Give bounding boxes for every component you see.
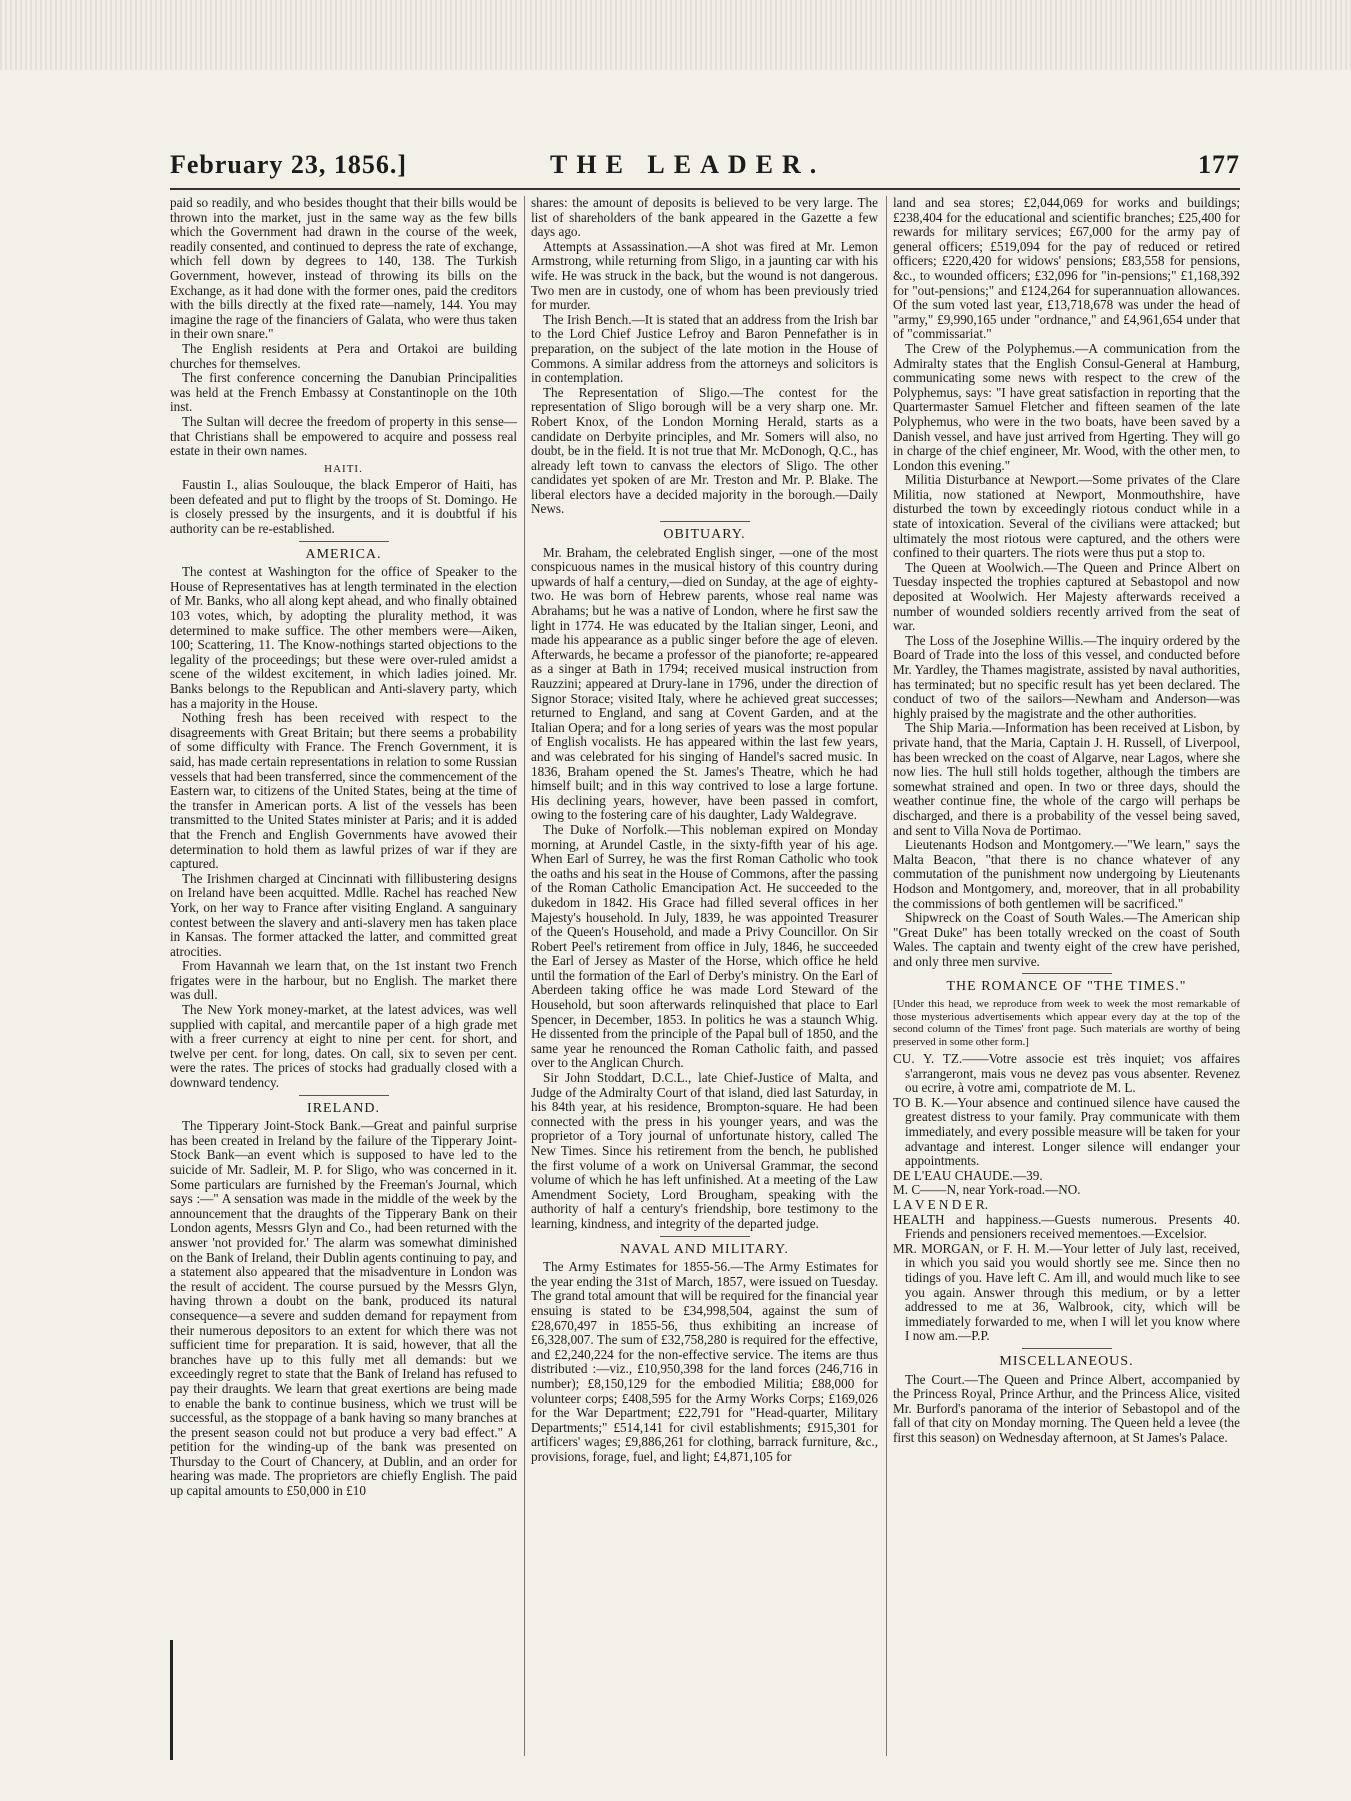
section-rule bbox=[660, 1236, 750, 1237]
paragraph: The Court.—The Queen and Prince Albert, accompanied by the Princess Royal, Prince Arthur, and the Princess Alice, visited Mr. Burford's panorama of the interior of Sebastopol and of the fall of that city on Monday morning. The Queen held a levee (the first this season) on Wednesday afternoon, at St James's Palace. bbox=[893, 1371, 1240, 1445]
paragraph: Lieutenants Hodson and Montgomery.—"We learn," says the Malta Beacon, "that there is no chance whatever of any commutation of the punishment now undergoing by Lieutenants Hodson and Montgomery, and, moreover, that in all probability the commissions of both gentlemen will be sacrificed." bbox=[893, 837, 1240, 911]
paragraph: paid so readily, and who besides thought that their bills would be thrown into the market, just in the same way as the few bills which the Government had drawn in the course of the week, readily consented, and continued to depress the rate of exchange, which fell down by degrees to 140, 138. The Turkish Government, however, instead of throwing its bills on the Exchange, as it had done with the former ones, paid the creditors with the bills directly at the fixed rate—namely, 144. You may imagine the rage of the financiers of Galata, who were thus taken in their own snare." bbox=[170, 196, 517, 342]
advert-item: DE L'EAU CHAUDE.—39. bbox=[893, 1167, 1043, 1183]
paragraph: The Duke of Norfolk.—This nobleman expired on Monday morning, at Arundel Castle, in the sixty-fifth year of his age. When Earl of Surrey, he was the first Roman Catholic who took the oaths and his seat in the House of Commons, after the passing of the Roman Catholic Emancipation Act. He succeeded to the dukedom in 1842. His Grace had filled several offices in her Majesty's household. In July, 1839, he was appointed Treasurer of the Queen's Household, and made a Privy Councillor. On Sir Robert Peel's retirement from office in July, 1846, he succeeded the Earl of Jersey as Master of the Horse, which office he held until the formation of the Earl of Derby's ministry. On the Earl of Aberdeen taking office he was made Lord Steward of the Household, but soon afterwards relinquished that place to Earl Spencer, in December, 1853. In politics he was a staunch Whig. He dissented from the principle of the Papal bull of 1850, and the same year he renounced the Roman Catholic faith, and passed over to the Anglican Church. bbox=[531, 821, 878, 1071]
paragraph: Nothing fresh has been received with respect to the disagreements with Great Britain; but there seems a probability of some difficulty with France. The French Government, it is said, has made certain representations in relation to some Russian vessels that had been transferred, since the commencement of the Eastern war, to citizens of the United States, being at the time of the transfer in American ports. A list of the vessels has been transmitted to the United States minister at Paris; and it is added that the French and English Governments have avowed their determination to hold them as lawful prizes of war if they are captured. bbox=[170, 710, 517, 872]
section-rule bbox=[1022, 1348, 1112, 1349]
column-divider bbox=[886, 196, 887, 1756]
section-rule bbox=[299, 1095, 389, 1096]
section-heading-haiti: HAITI. bbox=[324, 462, 363, 475]
section-heading-ireland: IRELAND. bbox=[307, 1100, 380, 1116]
paragraph: Mr. Braham, the celebrated English singer, —one of the most conspicuous names in the musical history of this country during upwards of half a century,—died on Sunday, at the age of eighty-two. He was born of Hebrew parents, whose real name was Abrahams; but he was a native of London, where he first saw the light in 1774. He was educated by the Italian singer, Leoni, and made his appearance as a public singer before the age of eleven. Afterwards, he became a professor of the pianoforte; re-appeared as a singer at Bath in 1794; received musical instruction from Rauzzini; appeared at Drury-lane in 1796, under the direction of Signor Storace; visited Italy, where he achieved great successes; returned to England, and sang at Covent Garden, and at the Italian Opera; and for a long series of years was the most popular of English vocalists. He has appeared within the last few years, and was celebrated for his singing of Handel's sacred music. In 1836, Braham opened the St. James's Theatre, which he had himself built; and in this way contrived to lose a large fortune. His declining years, however, have been passed in comfort, owing to the fostering care of his daughter, Lady Waldegrave. bbox=[531, 544, 878, 823]
paragraph: Faustin I., alias Soulouque, the black Emperor of Haiti, has been defeated and put to flight by the troops of St. Domingo. He is closely pressed by the insurgents, and it is doubtful if his authority can be re-established. bbox=[170, 477, 517, 537]
paragraph: The Queen at Woolwich.—The Queen and Prince Albert on Tuesday inspected the trophies captured at Sebastopol and now deposited at Woolwich. Her Majesty afterwards received a number of wounded soldiers recently arrived from the seat of war. bbox=[893, 559, 1240, 634]
column-1 bbox=[170, 196, 517, 1756]
section-heading-america: AMERICA. bbox=[305, 546, 382, 562]
header-rule bbox=[170, 188, 1240, 190]
advert-item: L A V E N D E R. bbox=[893, 1197, 989, 1212]
section-heading-romance: THE ROMANCE OF "THE TIMES." bbox=[946, 979, 1187, 995]
paragraph: The Crew of the Polyphemus.—A communication from the Admiralty states that the English Consul-General at Hamburg, communicating some news with respect to the crew of the Polyphemus, says: "I have great satisfaction in reporting that the Quartermaster Samuel Fletcher and fifteen seamen of the late Polyphemus, who were in the two boats, have been saved by a Danish vessel, and have just arrived from Hgerting. They will go in charge of the chief engineer, Mr. Wood, with the other men, to London this evening." bbox=[893, 340, 1240, 473]
advert-item: TO B. K.—Your absence and continued silence have caused the greatest distress to your family. Pray communicate with them immediately, and every possible measure will be taken for your advantage and interest. Longer silence will endanger your appointments. bbox=[893, 1094, 1240, 1169]
paragraph: The Irish Bench.—It is stated that an address from the Irish bar to the Lord Chief Justice Lefroy and Baron Pennefather is in preparation, on the subject of the late motion in the House of Commons. A similar address from the attorneys and solicitors is in contemplation. bbox=[531, 311, 878, 386]
column-3 bbox=[893, 196, 1240, 1756]
paragraph: From Havannah we learn that, on the 1st instant two French frigates were in the harbour, but no English. The market there was dull. bbox=[170, 958, 517, 1003]
page-number: 177 bbox=[1198, 150, 1240, 179]
section-rule bbox=[299, 541, 389, 542]
paragraph: The Tipperary Joint-Stock Bank.—Great and painful surprise has been created in Ireland by the failure of the Tipperary Joint-Stock Bank—an event which is supposed to have led to the suicide of Mr. Sadleir, M. P. for Sligo, who was concerned in it. Some particulars are furnished by the Freeman's Journal, which says :—" A sensation was made in the middle of the week by the announcement that the draughts of the Tipperary Bank on their London agents, Messrs Glyn and Co., had been returned with the answer 'not provided for.' The alarm was somewhat diminished on the Bank of Ireland, their Dublin agents continuing to pay, and a statement also appeared that the misadventure in London was the result of accident. The course pursued by the Messrs Glyn, having thrown a doubt on the bank, produced its natural consequence—a severe and sudden demand for repayment from their numerous depositors to an extent for which there was not sufficient time for preparation. It is said, however, that all the branches have up to this fully met all demands: but we exceedingly regret to state that the Bank of Ireland has refused to pay their draughts. We learn that great exertions are being made to enable the bank to continue business, which we trust will be successful, as the stoppage of a bank having so many branches at the present season could not but produce a very bad effect." A petition for the winding-up of the bank was presented on Thursday to the Court of Chancery, at Dublin, and an order for hearing was made. The proprietors are chiefly English. The paid up capital amounts to £50,000 in £10 bbox=[170, 1118, 517, 1499]
section-heading-naval: NAVAL AND MILITARY. bbox=[620, 1241, 789, 1257]
paragraph: The Sultan will decree the freedom of property in this sense—that Christians shall be empowered to acquire and possess real estate in their own names. bbox=[170, 413, 517, 459]
advert-item: HEALTH and happiness.—Guests numerous. Presents 40. Friends and pensioners received mementoes.—Excelsior. bbox=[893, 1211, 1240, 1242]
newspaper-title: THE LEADER. bbox=[550, 150, 826, 179]
paragraph: land and sea stores; £2,044,069 for works and buildings; £238,404 for the educational and scientific branches; £25,400 for rewards for military services; £67,000 for the army pay of general officers; £519,094 for the pay of reduced or retired officers; £220,420 for widows' pensions; £83,558 for pensions, &c., to wounded officers; £32,096 for "in-pensions;" £1,168,392 for "out-pensions;" and £124,264 for superannuation allowances. Of the sum voted last year, £13,718,678 was under the head of "army," £9,990,165 under "ordnance," and £4,961,654 under that of "commissariat." bbox=[893, 196, 1240, 342]
section-heading-miscellaneous: MISCELLANEOUS. bbox=[999, 1353, 1134, 1369]
paragraph: Shipwreck on the Coast of South Wales.—The American ship "Great Duke" has been totally wrecked on the coast of South Wales. The captain and twenty eight of the crew have perished, and only three men survive. bbox=[893, 910, 1240, 969]
paragraph: The English residents at Pera and Ortakoi are building churches for themselves. bbox=[170, 340, 517, 371]
article-columns bbox=[170, 196, 1240, 1756]
paragraph: The contest at Washington for the office of Speaker to the House of Representatives has at length terminated in the election of Mr. Banks, who all along kept ahead, and who finally obtained 103 votes, which, by adopting the plurality method, it was determined to make suffice. The other members were—Aiken, 100; Scattering, 11. The Know-nothings started objections to the legality of the proceedings; but these were over-ruled amidst a scene of the wildest excitement, in which ladies joined. Mr. Banks belongs to the Republican and Anti-slavery party, which has a majority in the House. bbox=[170, 564, 517, 711]
issue-date: February 23, 1856.] bbox=[170, 150, 408, 179]
scan-top-border bbox=[0, 0, 1351, 70]
advert-item: CU. Y. TZ.——Votre associe est très inquiet; vos affaires s'arrangeront, mais vous ne devez pas vous absenter. Revenez ou ecrire, à votre ami, compatriote de M. L. bbox=[893, 1051, 1240, 1096]
section-rule bbox=[1022, 973, 1112, 974]
binding-margin-mark bbox=[170, 1640, 173, 1760]
paragraph: The Representation of Sligo.—The contest for the representation of Sligo borough will be a very sharp one. Mr. Robert Knox, of the London Morning Herald, starts as a candidate on Derbyite principles, and Mr. Somers will also, no doubt, be in the field. It is not true that Mr. McDonogh, Q.C., has already left town to canvass the electors of Sligo. The other candidates yet spoken of are Mr. Treston and Mr. P. Blake. The liberal electors have a decided majority in the borough.—Daily News. bbox=[531, 384, 878, 517]
column-2 bbox=[531, 196, 878, 1756]
advert-item: MR. MORGAN, or F. H. M.—Your letter of July last, received, in which you said you would shortly see me. Since then no tidings of you. Have left C. Am ill, and would much like to see you again. Answer through this medium, or by a letter addressed to me at 36, Walbrook, city, which will be immediately forwarded to me, when I will let you know where I now am.—P.P. bbox=[893, 1240, 1240, 1344]
paragraph: shares: the amount of deposits is believed to be very large. The list of shareholders of the bank appeared in the Gazette a few days ago. bbox=[531, 196, 878, 240]
paragraph: The Army Estimates for 1855-56.—The Army Estimates for the year ending the 31st of March, 1857, were issued on Tuesday. The grand total amount that will be required for the financial year ensuing is stated to be £34,998,504, against the sum of £28,670,497 in 1855-56, thus exhibiting an increase of £6,328,007. The sum of £32,758,280 is required for the effective, and £2,240,224 for the non-effective service. The items are thus distributed :—viz., £10,950,398 for the land forces (246,716 in number); £8,150,129 for the embodied Militia; £88,000 for volunteer corps; £408,595 for the Army Works Corps; £169,026 for the War Department; £22,791 for "Head-quarter, Military Departments;" £514,141 for civil establishments; £915,301 for artificers' wages; £9,886,261 for clothing, barrack furniture, &c., provisions, forage, fuel, and light; £4,871,105 for bbox=[531, 1259, 878, 1464]
section-rule bbox=[660, 521, 750, 522]
paragraph: The Ship Maria.—Information has been received at Lisbon, by private hand, that the Maria, Captain J. H. Russell, of Liverpool, has been wrecked on the coast of Algarve, near Lagos, where she now lies. The hull still holds together, although the timbers are somewhat strained and open. In two or three days, should the weather continue fine, the whole of the cargo will perhaps be discharged, and there is a probability of the vessel being saved, and sent to Villa Nova de Portimao. bbox=[893, 720, 1240, 838]
paragraph: Attempts at Assassination.—A shot was fired at Mr. Lemon Armstrong, while returning from Sligo, in a jaunting car with his wife. He was struck in the back, but the wound is not dangerous. Two men are in custody, one of whom has been previously tried for murder. bbox=[531, 238, 878, 313]
paragraph: Militia Disturbance at Newport.—Some privates of the Clare Militia, now stationed at Newport, Monmouthshire, have disturbed the town by exceedingly riotous conduct while in a state of intoxication. Several of the civilians were attacked; but ultimately the most riotous were captured, and the others were confined to their quarters. The riots were thus put a stop to. bbox=[893, 472, 1240, 561]
advert-item: M. C——N, near York-road.—NO. bbox=[893, 1182, 1081, 1198]
paragraph: The first conference concerning the Danubian Principalities was held at the French Embassy at Constantinople on the 10th inst. bbox=[170, 370, 517, 415]
paragraph: The New York money-market, at the latest advices, was well supplied with capital, and mercantile paper of a high grade met with a freer currency at eight to nine per cent. for short, and twelve per cent. for long, dates. On call, six to seven per cent. were the rates. The prices of stocks had gradually closed with a downward tendency. bbox=[170, 1002, 517, 1091]
editorial-note: [Under this head, we reproduce from week to week the most remarkable of those mysterious advertisements which appear every day at the top of the second column of the Times' front page. Such materials are worthy of being preserved in some other form.] bbox=[893, 998, 1240, 1048]
column-divider bbox=[524, 196, 525, 1756]
masthead bbox=[170, 150, 1240, 184]
paragraph: The Loss of the Josephine Willis.—The inquiry ordered by the Board of Trade into the loss of this vessel, and conducted before Mr. Yardley, the Thames magistrate, assisted by naval authorities, has terminated; but no specific result has yet been declared. The conduct of two of the sailors—Newham and Anderson—was highly praised by the magistrate and the other authorities. bbox=[893, 632, 1240, 721]
paragraph: The Irishmen charged at Cincinnati with fillibustering designs on Ireland have been acquitted. Mdlle. Rachel has reached New York, on her way to France after visiting England. A sanguinary contest between the slavery and anti-slavery men has taken place in Kansas. The former attacked the latter, and committed great atrocities. bbox=[170, 870, 517, 959]
paragraph: Sir John Stoddart, D.C.L., late Chief-Justice of Malta, and Judge of the Admiralty Court of that island, died last Saturday, in his 84th year, at his residence, Brompton-square. He had been connected with the press in his younger years, and was the proprietor of a Tory journal of unfortunate history, called The New Times. Since his retirement from the bench, he published the first volume of a work on Universal Grammar, the second volume of which he has left unfinished. At a meeting of the Law Amendment Society, Lord Brougham, speaking with the authority of half a century's friendship, bore testimony to the learning, kindness, and integrity of the departed judge. bbox=[531, 1070, 878, 1231]
section-heading-obituary: OBITUARY. bbox=[663, 527, 746, 543]
